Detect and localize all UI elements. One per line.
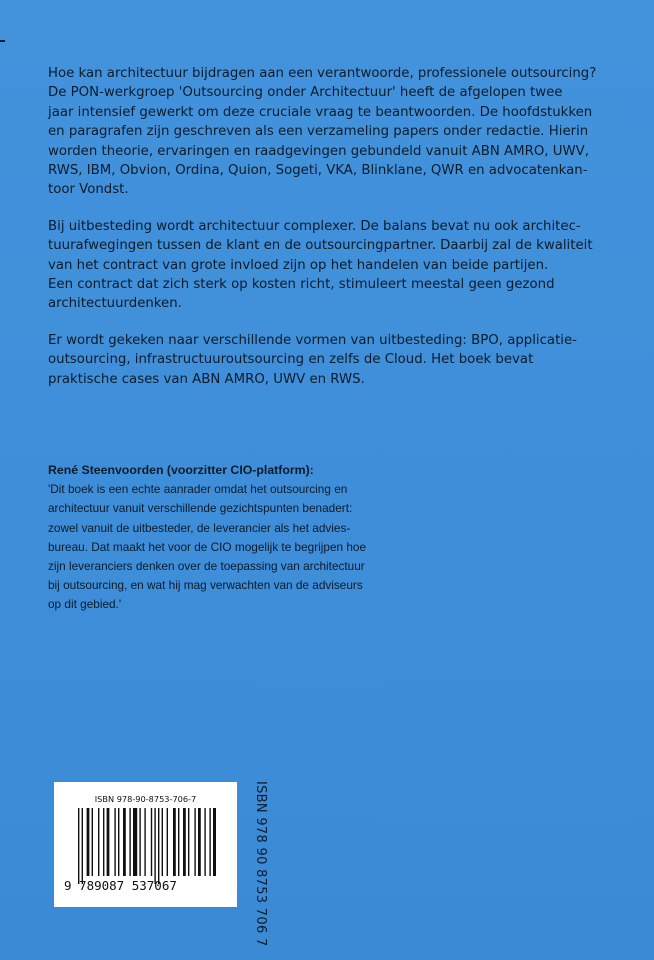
text-line: RWS, IBM, Obvion, Ordina, Quion, Sogeti, VKA, Blinklane, QWR en advocatenkan- xyxy=(48,163,588,179)
spine-isbn: ISBN 978 90 8753 706 7 xyxy=(253,781,268,947)
text-line: van het contract van grote invloed zijn op het handelen van beide partijen. xyxy=(48,257,549,273)
quote-line: op dit gebied.' xyxy=(48,597,122,612)
text-line: architectuurdenken. xyxy=(48,296,182,312)
quote-line: 'Dit boek is een echte aanrader omdat het outsourcing en xyxy=(48,482,348,497)
quote-line: bureau. Dat maakt het voor de CIO mogelijk te begrijpen hoe xyxy=(48,539,367,554)
text-line: jaar intensief gewerkt om deze cruciale vraag te beantwoorden. De hoofdstukken xyxy=(48,104,593,120)
text-line: Hoe kan architectuur bijdragen aan een verantwoorde, professionele outsourcing? xyxy=(48,66,597,81)
quote-body xyxy=(48,480,548,614)
paragraph-intro xyxy=(48,64,608,200)
text-line: tuurafwegingen tussen de klant en de outsourcingpartner. Daarbij zal de kwaliteit xyxy=(48,238,593,254)
quote-line: zowel vanuit de uitbesteder, de leverancier als het advies- xyxy=(48,520,351,535)
barcode-digits: 9 789087 537067 xyxy=(64,878,177,893)
text-line: Bij uitbesteding wordt architectuur complexer. De balans bevat nu ook architec- xyxy=(48,218,581,234)
quote-line: architectuur vanuit verschillende gezichtspunten benadert: xyxy=(48,501,353,516)
corner-mark xyxy=(0,40,5,42)
text-line: Een contract dat zich sterk op kosten richt, stimuleert meestal geen gezond xyxy=(48,277,555,293)
barcode-isbn-text: ISBN 978-90-8753-706-7 xyxy=(94,794,197,804)
text-line: De PON-werkgroep 'Outsourcing onder Architectuur' heeft de afgelopen twee xyxy=(48,85,563,101)
blurb-text xyxy=(48,64,608,406)
endorsement-quote xyxy=(48,461,548,615)
text-line: worden theorie, ervaringen en raadgevingen gebundeld vanuit ABN AMRO, UWV, xyxy=(48,143,589,159)
text-line: toor Vondst. xyxy=(48,182,129,198)
text-line: Er wordt gekeken naar verschillende vormen van uitbesteding: BPO, applicatie- xyxy=(48,332,577,348)
quote-line: bij outsourcing, en wat hij mag verwachten van de adviseurs xyxy=(48,578,363,593)
text-line: en paragrafen zijn geschreven als een verzameling papers onder redactie. Hierin xyxy=(48,124,589,140)
paragraph-complexity xyxy=(48,217,608,314)
quote-author: René Steenvoorden (voorzitter CIO-platform): xyxy=(48,463,314,477)
text-line: outsourcing, infrastructuuroutsourcing en zelfs de Cloud. Het boek bevat xyxy=(48,352,534,368)
quote-line: zijn leveranciers denken over de toepassing van architectuur xyxy=(48,559,365,574)
text-line: praktische cases van ABN AMRO, UWV en RWS. xyxy=(48,371,365,387)
paragraph-forms xyxy=(48,331,608,389)
barcode-label xyxy=(54,782,237,907)
barcode-bars xyxy=(76,808,216,884)
